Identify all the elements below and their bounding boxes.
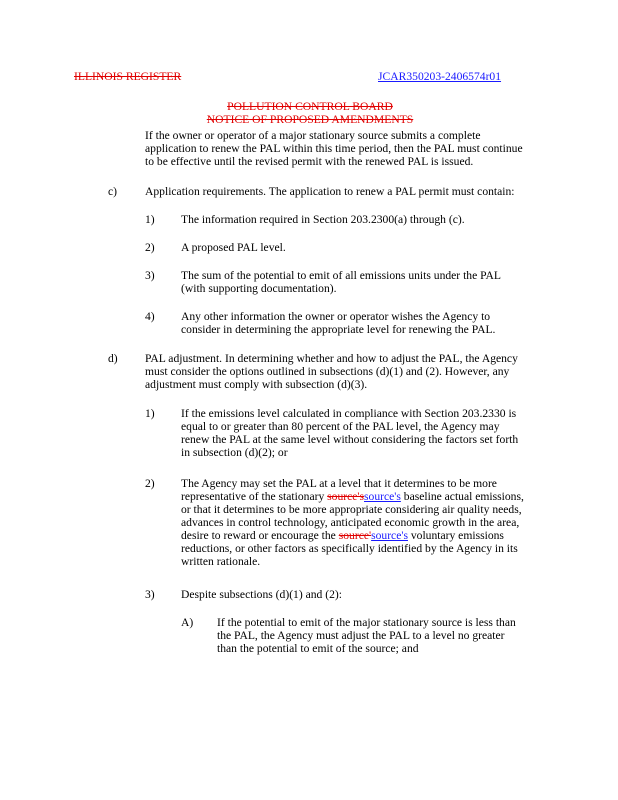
item-line: If the emissions level calculated in compliance with Section 203.2330 is xyxy=(181,407,517,420)
item-number: 4) xyxy=(145,310,155,323)
item-line: The Agency may set the PAL at a level that it determines to be more xyxy=(181,477,497,490)
item-line: The sum of the potential to emit of all emissions units under the PAL xyxy=(181,269,501,282)
item-line: the PAL, the Agency must adjust the PAL to a level no greater xyxy=(217,629,505,642)
inserted-text: source's xyxy=(371,529,408,542)
line-text: desire to reward or encourage the xyxy=(181,529,339,542)
item-text: A proposed PAL level. xyxy=(181,241,286,254)
subitem-text xyxy=(217,616,516,655)
section-d-label: d) xyxy=(108,352,118,365)
subitem-number: A) xyxy=(181,616,194,629)
intro-paragraph xyxy=(145,129,523,168)
item-number: 3) xyxy=(145,588,155,601)
item-line xyxy=(181,529,524,542)
item-text xyxy=(181,477,524,568)
item-number: 1) xyxy=(145,407,155,420)
item-line: (with supporting documentation). xyxy=(181,282,337,295)
intro-line: to be effective until the revised permit with the renewed PAL is issued. xyxy=(145,155,474,168)
item-number: 2) xyxy=(145,477,155,490)
item-number: 1) xyxy=(145,213,155,226)
item-text xyxy=(181,310,495,336)
item-line: Any other information the owner or operator wishes the Agency to xyxy=(181,310,491,323)
line-text: voluntary emissions xyxy=(407,529,504,542)
item-line: reductions, or other factors as specifically identified by the Agency in its xyxy=(181,542,518,555)
intro-line: If the owner or operator of a major stationary source submits a complete xyxy=(145,129,481,142)
item-text xyxy=(181,269,501,295)
inserted-text: source's xyxy=(364,490,401,503)
jcar-reference[interactable]: JCAR350203-2406574r01 xyxy=(378,70,502,83)
line-text: representative of the stationary xyxy=(181,490,328,503)
item-text xyxy=(181,407,518,459)
register-header: ILLINOIS REGISTER xyxy=(74,70,182,83)
board-title: POLLUTION CONTROL BOARD xyxy=(227,100,393,113)
line-text: baseline actual emissions, xyxy=(400,490,524,503)
item-line: than the potential to emit of the source; and xyxy=(217,642,419,655)
item-line xyxy=(181,490,524,503)
item-number: 2) xyxy=(145,241,155,254)
item-line: advances in control technology, anticipated economic growth in the area, xyxy=(181,516,520,529)
section-d-text xyxy=(145,352,518,391)
item-line: renew the PAL at the same level without considering the factors set forth xyxy=(181,433,519,446)
section-c-heading: Application requirements. The application to renew a PAL permit must contain: xyxy=(145,185,515,198)
intro-line: application to renew the PAL within this time period, then the PAL must continue xyxy=(145,142,523,155)
item-line: consider in determining the appropriate level for renewing the PAL. xyxy=(181,323,496,336)
d-line: PAL adjustment. In determining whether and how to adjust the PAL, the Agency xyxy=(145,352,518,365)
deleted-text: source' xyxy=(338,529,372,542)
item-line: written rationale. xyxy=(181,555,261,568)
section-c-label: c) xyxy=(108,185,118,198)
item-line: or that it determines to be more appropriate considering air quality needs, xyxy=(181,503,522,516)
item-line: equal to or greater than 80 percent of the PAL level, the Agency may xyxy=(181,420,500,433)
item-line: If the potential to emit of the major stationary source is less than xyxy=(217,616,516,629)
item-text: The information required in Section 203.2300(a) through (c). xyxy=(181,213,465,226)
item-text: Despite subsections (d)(1) and (2): xyxy=(181,588,342,601)
item-number: 3) xyxy=(145,269,155,282)
item-line: in subsection (d)(2); or xyxy=(181,446,288,459)
d-line: adjustment must comply with subsection (d)(3). xyxy=(145,378,368,391)
deleted-text: source's xyxy=(327,490,365,503)
d-line: must consider the options outlined in subsections (d)(1) and (2). However, any xyxy=(145,365,510,378)
notice-title: NOTICE OF PROPOSED AMENDMENTS xyxy=(206,113,414,126)
